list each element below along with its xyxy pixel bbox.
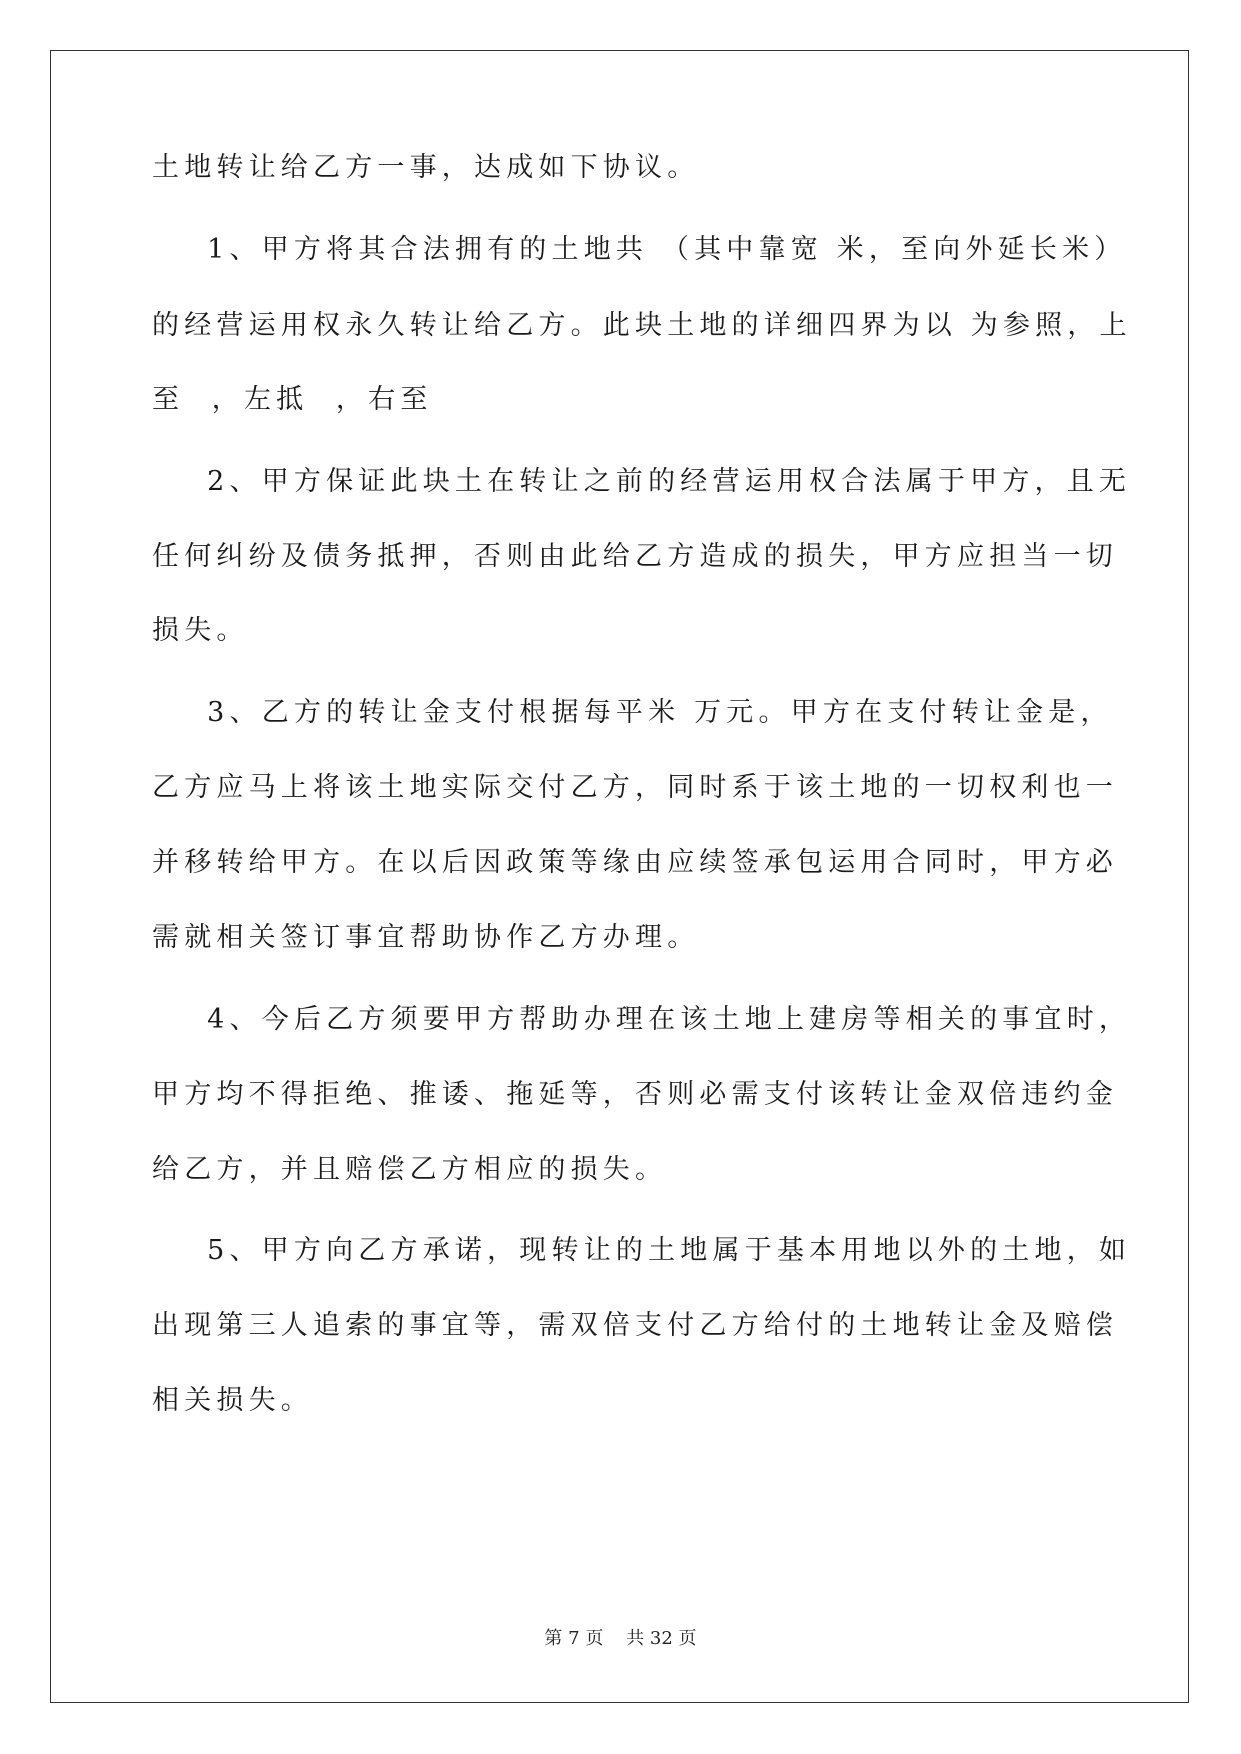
text-line: 给乙方，并且赔偿乙方相应的损失。 [152,1154,668,1185]
text-line: 损失。 [152,615,249,646]
text-line: 相关损失。 [152,1385,313,1416]
text-line: 乙方应马上将该土地实际交付乙方，同时系于该土地的一切权利也一 [152,772,1118,803]
text-line: 的经营运用权永久转让给乙方。此块土地的详细四界为以 为参照，上 [152,310,1132,341]
text-line: 土地转让给乙方一事，达成如下协议。 [152,152,700,183]
text-line: 2、甲方保证此块土在转让之前的经营运用权合法属于甲方，且无 [152,466,1132,497]
text-line: 至 ，左抵 ，右至 [152,384,433,415]
page-number-footer: 第 7 页 共 32 页 [544,1628,697,1649]
text-line: 出现第三人追索的事宜等，需双倍支付乙方给付的土地转让金及赔偿 [152,1310,1118,1341]
text-line: 并移转给甲方。在以后因政策等缘由应续签承包运用合同时，甲方必 [152,847,1118,878]
text-line: 1、甲方将其合法拥有的土地共 （其中靠宽 米，至向外延长米） [152,234,1127,265]
text-line: 任何纠纷及债务抵押，否则由此给乙方造成的损失，甲方应担当一切 [152,541,1118,572]
text-line: 4、今后乙方须要甲方帮助办理在该土地上建房等相关的事宜时， [152,1004,1132,1035]
text-line: 5、甲方向乙方承诺，现转让的土地属于基本用地以外的土地，如 [152,1235,1132,1266]
text-line: 3、乙方的转让金支付根据每平米 万元。甲方在支付转让金是， [152,697,1113,728]
text-line: 需就相关签订事宜帮助协作乙方办理。 [152,922,700,953]
text-line: 甲方均不得拒绝、推诿、拖延等，否则必需支付该转让金双倍违约金 [152,1079,1118,1110]
